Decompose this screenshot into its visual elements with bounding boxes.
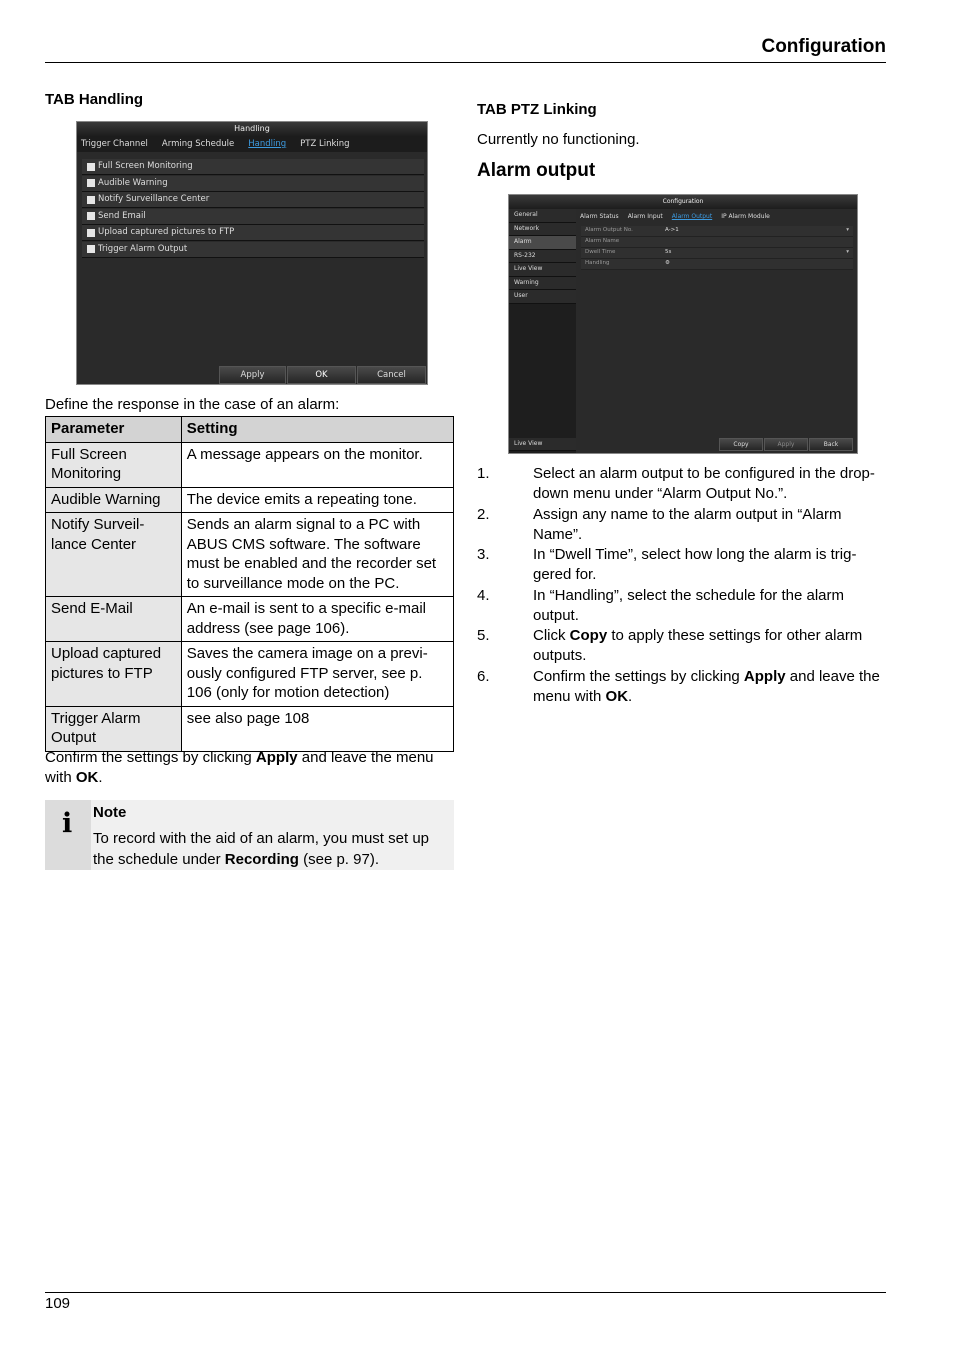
step-bold: OK [605, 687, 629, 705]
confirm-pre: Confirm the settings by clicking [45, 749, 256, 766]
alarm-output-heading: Alarm output [477, 160, 596, 181]
note-bold: Recording [224, 851, 299, 868]
option-label: Trigger Alarm Output [98, 243, 188, 254]
param-cell: Send E-Mail [46, 597, 182, 642]
step-number: 5. [477, 627, 490, 644]
screenshot-title: Handling [77, 122, 427, 136]
option-upload-ftp [82, 225, 424, 241]
step-number: 2. [477, 505, 490, 523]
param-cell: Full Screen Monitoring [46, 442, 182, 487]
tab-ptz-heading: TAB PTZ Linking [477, 101, 597, 118]
sidebar-item-warning: Warning [509, 277, 576, 291]
table-header-row [46, 417, 454, 443]
table-row [46, 442, 454, 487]
list-item [477, 626, 889, 666]
page-header-title: Configuration [761, 36, 886, 57]
tab-trigger-channel: Trigger Channel [81, 139, 148, 149]
setting-cell: Sends an alarm signal to a PC with ABUS CMS software. The software must be enabled and the recorder set to surveillance mode on the PC. [181, 513, 453, 597]
field-value: A->1 [665, 227, 679, 233]
header-setting: Setting [181, 417, 453, 443]
ptz-text: Currently no functioning. [477, 131, 640, 148]
checkbox-icon [87, 245, 95, 253]
step-number: 4. [477, 586, 490, 604]
sidebar-item-live-view: Live View [509, 263, 576, 277]
handling-screenshot [76, 121, 428, 385]
list-item [477, 505, 889, 545]
param-cell: Audible Warning [46, 487, 182, 513]
param-cell: Notify Surveil-lance Center [46, 513, 182, 597]
checkbox-icon [87, 212, 95, 220]
step-number: 3. [477, 546, 490, 563]
note-box [45, 800, 454, 870]
confirm-mid: and leave the menu with [45, 749, 434, 786]
header-parameter: Parameter [46, 417, 182, 443]
option-label: Audible Warning [98, 177, 168, 188]
screenshot-apply-button: Apply [764, 438, 808, 451]
option-audible-warning [82, 176, 424, 192]
screenshot-sidebar [509, 209, 576, 453]
gear-icon: ⚙ [665, 260, 670, 266]
tab-handling: Handling [248, 139, 287, 149]
setting-cell: The device emits a repeating tone. [181, 487, 453, 513]
sidebar-item-alarm: Alarm [509, 236, 576, 250]
checkbox-icon [87, 163, 95, 171]
field-dwell-time [581, 248, 853, 259]
note-title: Note [93, 804, 127, 821]
setting-cell: see also page 108 [181, 706, 453, 751]
info-icon: i [62, 808, 73, 839]
confirm-ok: OK [75, 768, 99, 786]
list-item [477, 667, 889, 707]
option-label: Upload captured pictures to FTP [98, 227, 235, 237]
sidebar-item-user: User [509, 290, 576, 304]
tab-arming-schedule: Arming Schedule [161, 139, 235, 149]
tab-alarm-input: Alarm Input [627, 213, 663, 220]
tab-ptz-linking: PTZ Linking [300, 139, 350, 149]
sidebar-item-rs232: RS-232 [509, 250, 576, 264]
field-alarm-output-no [581, 226, 853, 237]
field-handling [581, 259, 853, 270]
steps-list [477, 464, 889, 707]
confirm-text [45, 748, 454, 787]
tab-alarm-output: Alarm Output [671, 213, 713, 220]
screenshot-cancel-button: Cancel [357, 366, 426, 384]
note-icon-box [45, 800, 91, 870]
list-item [477, 586, 889, 626]
field-label: Handling [585, 260, 610, 266]
screenshot-ok-button: OK [287, 366, 356, 384]
step-text: to apply these settings for other alarm outputs. [533, 627, 863, 664]
page-number: 109 [45, 1295, 71, 1312]
note-pre: To record with the aid of an alarm, you must set up the schedule under [93, 830, 429, 868]
parameter-table [45, 416, 454, 752]
step-text: Click [533, 627, 570, 644]
step-text: Assign any name to the alarm output in “Alarm Name”. [533, 505, 842, 543]
field-alarm-name [581, 237, 853, 248]
option-trigger-alarm-output [82, 242, 424, 258]
step-text: Confirm the settings by clicking [533, 667, 744, 685]
confirm-apply: Apply [255, 749, 298, 766]
option-notify-surveillance-center [82, 192, 424, 208]
checkbox-icon [87, 196, 95, 204]
table-row [46, 706, 454, 751]
param-cell: Upload captured pictures to FTP [46, 642, 182, 707]
setting-cell: An e-mail is sent to a specific e-mail address (see page 106). [181, 597, 453, 642]
header-rule [45, 62, 886, 63]
tab-alarm-status: Alarm Status [580, 213, 619, 220]
table-row [46, 642, 454, 707]
checkbox-icon [87, 229, 95, 237]
field-label: Dwell Time [585, 249, 616, 255]
list-item [477, 545, 889, 585]
screenshot-title: Configuration [509, 195, 857, 209]
step-bold: Apply [743, 667, 786, 685]
step-number: 1. [477, 465, 490, 482]
step-text: . [628, 687, 633, 705]
step-text: Select an alarm output to be configured in the drop-down menu under “Alarm Output No.”. [533, 465, 875, 502]
table-row [46, 487, 454, 513]
option-label: Notify Surveillance Center [98, 194, 210, 204]
param-cell: Trigger Alarm Output [46, 706, 182, 751]
field-value: 5s [665, 249, 672, 255]
step-text: In “Handling”, select the schedule for the alarm output. [533, 586, 844, 624]
sidebar-item-network: Network [509, 223, 576, 237]
sidebar-item-general: General [509, 209, 576, 223]
option-send-email [82, 209, 424, 225]
screenshot-apply-button: Apply [219, 366, 286, 384]
option-label: Send Email [98, 210, 146, 221]
alarm-output-screenshot [508, 194, 858, 454]
list-item [477, 464, 889, 504]
note-text [93, 828, 449, 870]
screenshot-tabs [578, 211, 857, 223]
screenshot-copy-button: Copy [719, 438, 763, 451]
step-text: and leave the menu with [533, 667, 880, 705]
note-post: (see p. 97). [298, 851, 379, 868]
field-label: Alarm Name [585, 238, 620, 244]
option-label: Full Screen Monitoring [98, 161, 193, 171]
option-full-screen-monitoring [82, 159, 424, 175]
table-row [46, 597, 454, 642]
table-intro: Define the response in the case of an alarm: [45, 396, 340, 413]
confirm-post: . [98, 768, 103, 786]
dropdown-arrow-icon: ▾ [846, 227, 849, 233]
step-number: 6. [477, 667, 490, 685]
setting-cell: A message appears on the monitor. [181, 442, 453, 487]
sidebar-bottom-live-view: Live View [509, 438, 576, 452]
tab-ip-alarm-module: IP Alarm Module [721, 213, 770, 220]
field-label: Alarm Output No. [585, 227, 633, 233]
screenshot-tabs [77, 136, 427, 152]
step-text: In “Dwell Time”, select how long the alarm is trig-gered for. [533, 546, 857, 583]
dropdown-arrow-icon: ▾ [846, 249, 849, 255]
screenshot-back-button: Back [809, 438, 853, 451]
table-row [46, 513, 454, 597]
footer-rule [45, 1292, 886, 1293]
tab-handling-heading: TAB Handling [45, 91, 144, 108]
step-bold: Copy [569, 627, 608, 644]
checkbox-icon [87, 179, 95, 187]
setting-cell: Saves the camera image on a previ-ously configured FTP server, see p. 106 (only for motion detection) [181, 642, 453, 707]
